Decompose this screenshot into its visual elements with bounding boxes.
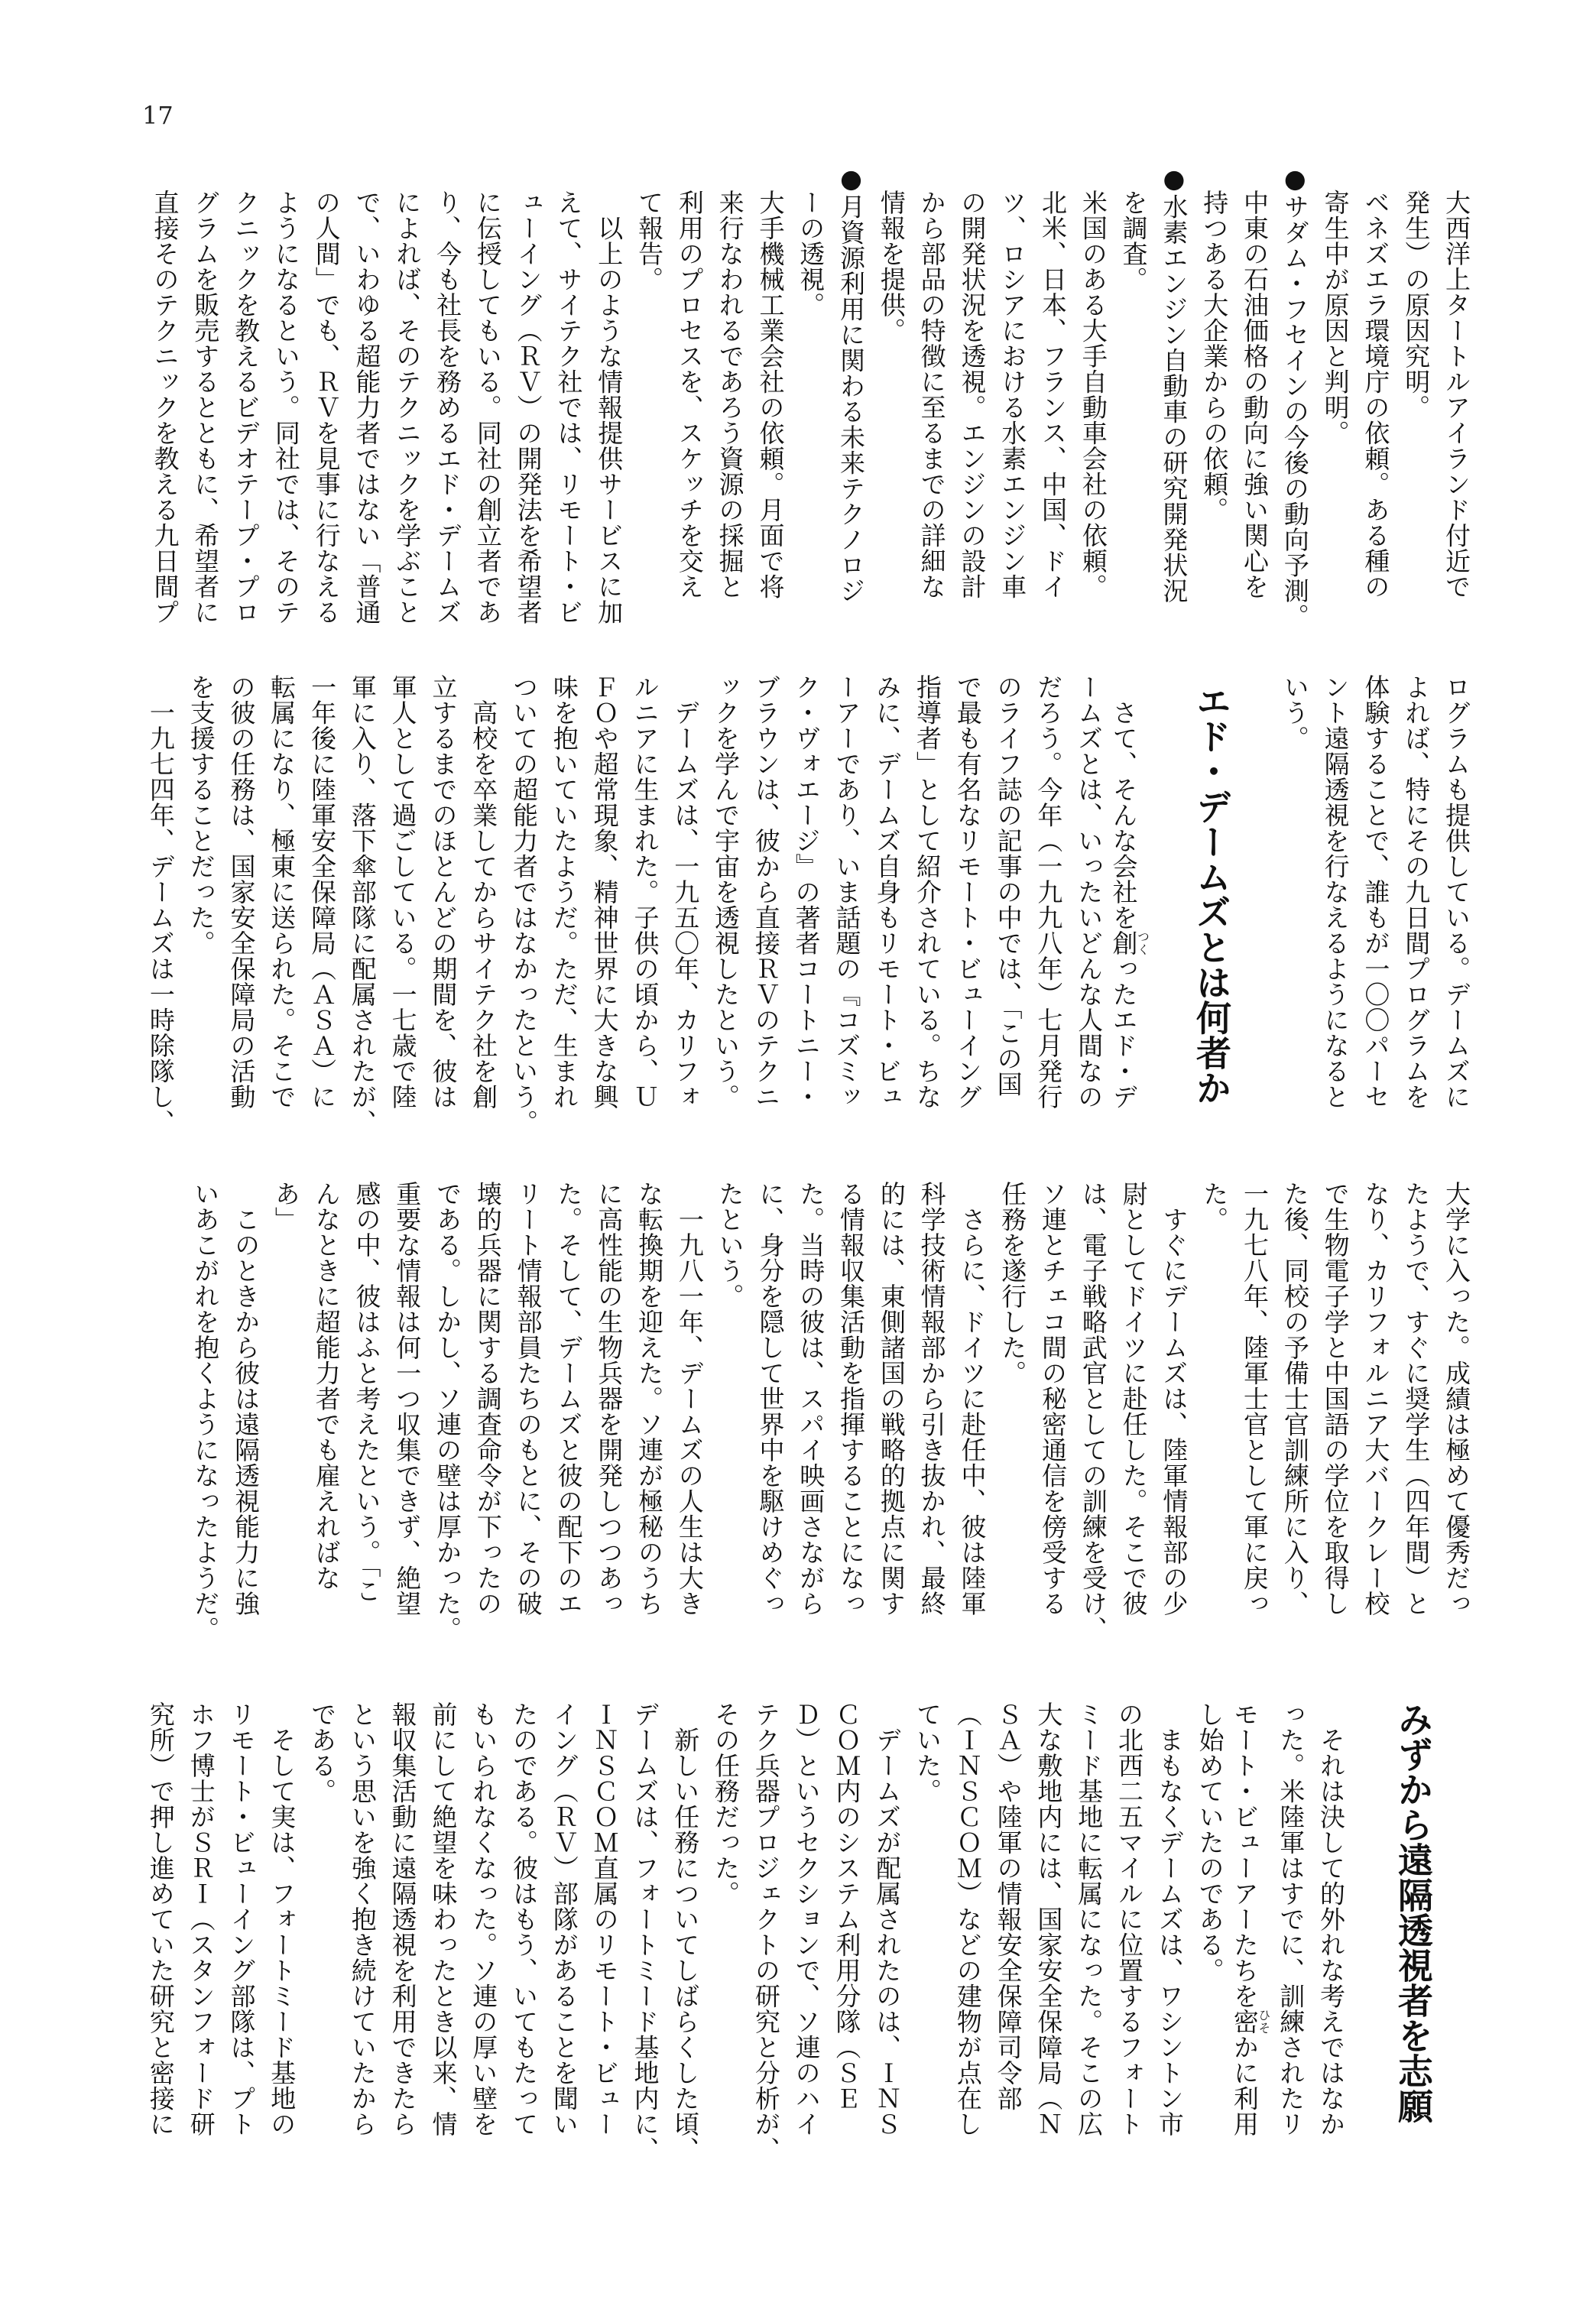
text-column: の人間」でも、ＲＶを見事に行なえる [311,190,342,625]
text-column: 報収集活動に遠隔透視を利用できたら [388,1701,418,2137]
text-column: ＩＮＳＣＯＭ直属のリモート・ビュー [589,1701,620,2137]
text-column: ームズとは、いったいどんな人間なの [1074,674,1105,1110]
text-column: あ」 [271,1181,301,1232]
text-column: 大手機械工業会社の依頼。月面で将 [755,190,786,599]
text-column: たのである。彼はもう、いてもたって [509,1701,540,2137]
text-column: 大学に入った。成績は極めて優秀だっ [1442,1181,1471,1617]
text-column: ーの透視。 [796,190,826,318]
text-segment: さて、そんな会社を [1108,674,1139,930]
text-column: 軍人として過ごしている。一七歳で陸 [388,674,418,1110]
text-column: ＦＯや超常現象、精神世界に大きな興 [589,674,620,1110]
text-column: いあこがれを抱くようになったようだ。 [190,1181,221,1642]
text-column: った。米陸軍はすでに、訓練されたリ [1276,1701,1306,2137]
text-column: 寄生中が原因と判明。 [1320,190,1351,446]
text-block-2 [140,674,1476,1148]
text-column: いう。 [1280,674,1310,751]
text-column: 中東の石油価格の動向に強い関心を [1240,190,1270,599]
text-column: な転換期を迎えた。ソ連が極秘のうち [634,1181,665,1617]
text-column: ブラウンは、彼から直接ＲＶのテクニ [751,674,781,1110]
text-column: デームズは、一九五〇年、カリフォ [670,674,701,1110]
text-column: ベネズエラ環境庁の依頼。ある種の [1361,190,1391,599]
text-column: を支援することだった。 [186,674,216,956]
text-column: デームズは、フォートミード基地内に、 [630,1701,660,2162]
text-column: の北西二五マイルに位置するフォート [1114,1701,1145,2137]
text-column: の彼の任務は、国家安全保障局の活動 [226,674,257,1110]
text-column: 科学技術情報部から引き抜かれ、最終 [916,1181,947,1617]
text-column: で、いわゆる超能力者ではない「普通 [352,190,382,625]
text-column: ようになるという。同社では、そのテ [271,190,301,625]
text-segment: モート・ビューアーたちを [1229,1701,1260,2009]
ruby-base: 密 [1229,2009,1260,2035]
page-number: 17 [142,101,174,130]
text-column: ソ連とチェコ間の秘密通信を傍受する [1038,1181,1069,1617]
text-column: 軍に入り、落下傘部隊に配属されたが、 [347,674,378,1135]
text-column: によれば、そのテクニックを学ぶこと [392,190,423,625]
text-column: ク・ヴォエージ』の著者コートニー・ [791,674,822,1110]
text-column: 指導者」として紹介されている。ちな [913,674,943,1110]
ruby-annotation [1108,930,1150,956]
text-column: 情報を提供。 [876,190,907,343]
text-column: 一年後に陸軍安全保障局（ＡＳＡ）に [307,674,338,1110]
text-column: で生物電子学と中国語の学位を取得し [1320,1181,1351,1617]
text-column: た。 [1199,1181,1230,1232]
text-column: まもなくデームズは、ワシントン市 [1154,1701,1185,2137]
text-segment: ったエド・デ [1108,955,1139,1110]
text-column: たようで、すぐに奨学生（四年間）と [1401,1181,1432,1617]
text-column: 一九七八年、陸軍士官として軍に戻っ [1240,1181,1270,1617]
text-column: えて、サイテク社では、リモート・ビ [553,190,584,625]
text-column: のライフ誌の記事の中では、「この国 [993,674,1023,1097]
text-column: である。しかし、ソ連の壁は厚かった。 [433,1181,463,1642]
text-column: ＳＡ）や陸軍の情報安全保障司令部 [993,1701,1023,2111]
text-column: である。 [307,1701,338,1804]
text-column: 大西洋上タートルアイランド付近で [1442,190,1471,599]
text-column: 尉としてドイツに赴任した。そこで彼 [1118,1181,1149,1617]
text-column: リモート・ビューイング部隊は、プト [226,1701,257,2137]
text-column: ミード基地に転属になった。そこの広 [1074,1701,1105,2137]
text-column: ント遠隔透視を行なえるようになると [1320,674,1351,1110]
text-block-1 [144,164,1476,663]
text-column: に高性能の生物兵器を開発しつつあっ [594,1181,624,1617]
text-column: 重要な情報は何一つ収集できず、絶望 [392,1181,423,1617]
text-column: 来行なわれるであろう資源の採掘と [715,190,745,599]
text-column: は、電子戦略武官としての訓練を受け、 [1078,1181,1108,1642]
text-column: もいられなくなった。ソ連の厚い壁を [469,1701,499,2137]
text-column: 直接そのテクニックを教える九日間プ [150,190,180,625]
text-column: り、今も社長を務めるエド・デームズ [433,190,463,625]
bullet-item-line: ●月資源利用に関わる未来テクノロジ [836,164,867,604]
section-heading: みずから遠隔透視者を志願 [1393,1701,1434,2123]
bullet-item-line: ●水素エンジン自動車の研究開発状況 [1159,164,1189,604]
text-column: から部品の特徴に至るまでの詳細な [916,190,947,599]
text-column: Ｄ）というセクションで、ソ連のハイ [791,1701,822,2137]
text-column: ログラムも提供している。デームズに [1442,674,1471,1110]
bullet-item-line: ●サダム・フセインの今後の動向予測。 [1280,164,1310,629]
text-column: 立するまでのほとんどの期間を、彼は [428,674,459,1110]
text-column: さらに、ドイツに赴任中、彼は陸軍 [957,1181,988,1617]
text-column: 発生）の原因究明。 [1401,190,1432,420]
text-column: その任務だった。 [711,1701,741,1906]
text-column: ホフ博士がＳＲＩ（スタンフォード研 [186,1701,216,2137]
text-column: ていた。 [913,1701,943,1804]
text-block-3 [185,1181,1477,1655]
text-column: 転属になり、極東に送られた。そこで [267,674,297,1110]
text-column: 壊的兵器に関する調査命令が下ったの [472,1181,503,1617]
text-column: た。当時の彼は、スパイ映画さながら [796,1181,826,1617]
text-column: という思いを強く抱き続けていたから [347,1701,378,2137]
text-column: で最も有名なリモート・ビューイング [952,674,983,1110]
section-heading: エド・デームズとは何者か [1191,683,1233,1105]
text-column: ューイング（ＲＶ）の開発法を希望者 [513,190,543,625]
text-column: を調査。 [1118,190,1149,292]
text-column: 高校を卒業してからサイテク社を創 [469,674,499,1110]
text-column: 体験することで、誰もが一〇〇パーセ [1361,674,1391,1110]
text-column: 大な敷地内には、国家安全保障局（Ｎ [1033,1701,1064,2137]
text-column: そして実は、フォートミード基地の [267,1701,297,2137]
text-column: イング（ＲＶ）部隊があることを聞い [549,1701,579,2137]
text-column: リート情報部員たちのもとに、その破 [513,1181,543,1617]
text-column: デームズが配属されたのは、ＩＮＳ [872,1701,903,2137]
text-column: 持つある大企業からの依頼。 [1199,190,1230,523]
text-segment: かに利用 [1229,2034,1260,2137]
text-column [1108,674,1149,1148]
text-column: 任務を遂行した。 [998,1181,1028,1386]
text-column: 米国のある大手自動車会社の依頼。 [1078,190,1108,599]
text-column: すぐにデームズは、陸軍情報部の少 [1159,1181,1189,1617]
text-column: ックを学んで宇宙を透視したという。 [711,674,741,1110]
text-column: ついての超能力者ではなかったという。 [509,674,540,1135]
text-column: ツ、ロシアにおける水素エンジン車 [998,190,1028,599]
text-column: んなときに超能力者でも雇えればな [311,1181,342,1591]
text-column: ーアーであり、いま話題の『コズミッ [832,674,862,1110]
ruby-base: 創 [1108,930,1139,956]
text-column: 前にして絶望を味わったとき以来、情 [428,1701,459,2137]
text-column: だろう。今年（一九九八年）七月発行 [1033,674,1064,1110]
text-column: 究所）で押し進めていた研究と密接に [145,1701,176,2137]
text-column: 北米、日本、フランス、中国、ドイ [1038,190,1069,599]
text-column: た。そして、デームズと彼の配下のエ [553,1181,584,1617]
text-column: に伝授してもいる。同社の創立者であ [472,190,503,625]
ruby-reading: つく [1135,930,1150,956]
text-column: 味を抱いていたようだ。ただ、生まれ [549,674,579,1110]
text-column: みに、デームズ自身もリモート・ビュ [872,674,903,1110]
text-column: なり、カリフォルニア大バークレー校 [1361,1181,1391,1617]
text-column: ＣＯＭ内のシステム利用分隊（ＳＥ [832,1701,862,2111]
text-column: ルニアに生まれた。子供の頃から、Ｕ [630,674,660,1110]
text-column: し始めていたのである。 [1195,1701,1225,1983]
text-column: 感の中、彼はふと考えたという。「こ [352,1181,382,1604]
ruby-reading: ひそ [1256,2009,1271,2035]
text-column: に、身分を隠して世界中を駆けめぐっ [755,1181,786,1617]
text-column: 以上のような情報提供サービスに加 [594,190,624,625]
text-column: テク兵器プロジェクトの研究と分析が、 [751,1701,781,2162]
text-column: よれば、特にその九日間プログラムを [1401,674,1432,1110]
text-column: このときから彼は遠隔透視能力に強 [231,1181,261,1617]
text-column [1230,1701,1270,2175]
text-column: て報告。 [634,190,665,292]
text-column: た後、同校の予備士官訓練所に入り、 [1280,1181,1310,1617]
text-column: る情報収集活動を指揮することになっ [836,1181,867,1617]
text-column: の開発状況を透視。エンジンの設計 [957,190,988,599]
text-column: 一九七四年、デームズは一時除隊し、 [145,674,176,1135]
text-column: たという。 [715,1181,745,1309]
text-block-4 [140,1701,1476,2175]
text-column: グラムを販売するとともに、希望者に [190,190,221,625]
text-column: クニックを教えるビデオテープ・プロ [231,190,261,625]
text-column: 新しい任務についてしばらくした頃、 [670,1701,701,2162]
text-column: 一九八一年、デームズの人生は大き [674,1181,705,1617]
ruby-annotation [1229,2009,1271,2035]
text-column: 利用のプロセスを、スケッチを交え [674,190,705,599]
text-column: （ＩＮＳＣＯＭ）などの建物が点在し [952,1701,983,2137]
text-column: それは決して的外れな考えではなか [1316,1701,1346,2137]
text-column: 的には、東側諸国の戦略的拠点に関す [876,1181,907,1617]
